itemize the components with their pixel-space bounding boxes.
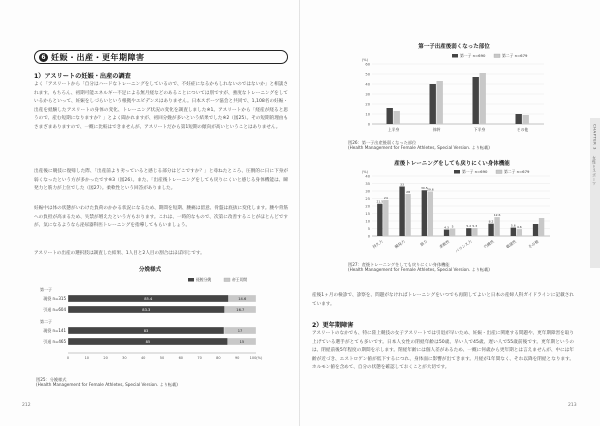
fig25-legend-swatch-1 bbox=[224, 278, 230, 282]
fig27-bar-1-0 bbox=[399, 187, 404, 237]
fig25-row-label-1-1: 引退 n=465 bbox=[43, 339, 66, 344]
figure-25-caption-title: 図25：分娩様式 bbox=[36, 377, 67, 382]
page-number-right: 213 bbox=[568, 403, 577, 408]
fig27-value-label-3-0: 4.3 bbox=[444, 225, 449, 230]
fig26-x-tick-0: 上半身 bbox=[387, 127, 400, 132]
fig27-value-label-4-1: 5.3 bbox=[472, 223, 478, 228]
fig26-bar-0-0 bbox=[387, 108, 393, 124]
fig26-legend-swatch-0 bbox=[452, 54, 458, 58]
fig27-y-tick-3: 25 bbox=[365, 196, 370, 201]
figure-27-caption bbox=[348, 262, 588, 273]
chapter-side-tab bbox=[590, 118, 600, 268]
fig25-x-tick-8: 80 bbox=[216, 356, 221, 360]
fig25-x-tick-4: 40 bbox=[140, 356, 146, 360]
subsection-title-2: 2）更年期障害 bbox=[312, 322, 354, 329]
fig25-x-tick-7: 70 bbox=[197, 356, 202, 360]
fig26-y-tick-2: 40 bbox=[365, 82, 370, 87]
fig27-value-label-5-0: 8.2 bbox=[488, 219, 494, 224]
fig27-x-tick-2: 筋力 bbox=[419, 238, 429, 248]
fig27-bar-3-1 bbox=[450, 229, 455, 237]
fig27-x-tick-1: 瞬発力 bbox=[393, 238, 406, 250]
fig27-x-tick-6: 敏捷性 bbox=[505, 238, 518, 250]
page-number-left: 212 bbox=[22, 403, 31, 408]
fig27-value-label-1-1: 28 bbox=[406, 189, 410, 194]
fig26-bar-2-1 bbox=[480, 73, 486, 124]
fig26-bar-3-0 bbox=[516, 114, 522, 124]
fig25-legend-label-0: 経膣分娩 bbox=[196, 277, 212, 283]
paragraph-2: 出産後に競技に復帰した際、「出産前より劣っていると感じる部分はどこですか？」と尋ねたところ、圧倒的に日に下身が弱くなったという方が多かったです※3（図26）。また、「出産後トレーニングをしても戻りにくいと感じる身体機能は、瞬発力と筋力が上位でした（図27）。柔軟性という回答がありました。 bbox=[34, 169, 288, 192]
figure-27-caption-title: 図27：産後トレーニングをしても戻りにくい身体機能 bbox=[348, 262, 450, 267]
subsection-title-1: 1）アスリートの妊娠・出産の調査 bbox=[34, 73, 131, 80]
section-number-badge: 6 bbox=[39, 53, 48, 62]
fig27-bar-3-0 bbox=[444, 230, 449, 236]
paragraph-r1: 産後1ヶ月の検診で、診察を、問題がなければトレーニングをいつでも再開してよいと日本の産婦人科ガイドラインに記載されています。 bbox=[312, 293, 574, 307]
fig27-x-tick-4: バランス力 bbox=[454, 238, 473, 254]
fig27-legend-swatch-1 bbox=[496, 170, 502, 174]
figure-26-caption bbox=[348, 140, 588, 151]
fig25-group-label-1: 第二子 bbox=[40, 319, 52, 324]
paragraph-r2: アスリートのなかでも、特に陸上競技の女子アスリートでは引退が早いため、妊娠・出産に関連する問題や、更年期障害を取り上げている選手がとても多いです。日本人女性の閉経年齢は50歳、早い人で45歳、遅い人で55歳前後です。更年期というのは、閉経前後5年程度の期間を示します。閉経年齢には個人差があるため、一概に何歳から更年期とは言えませんが、中には年齢が近づき、エストロゲン値が低下するにつれ、身体面に影響が出てきます。月経が1年間なく、それ以降を閉経となります。ホルモン値を含めて、自分の状態を確認しておくことが大切です。 bbox=[312, 331, 574, 371]
fig25-x-tick-1: 10 bbox=[84, 356, 90, 360]
fig27-value-label-2-0: 30.5 bbox=[420, 186, 428, 191]
fig25-x-tick-6: 60 bbox=[178, 356, 184, 360]
fig27-bar-7-1 bbox=[539, 218, 544, 236]
fig25-x-tick-10: 100(%) bbox=[249, 356, 263, 360]
fig25-row-label-1-0: 現役 n=141 bbox=[43, 328, 66, 333]
fig27-value-label-2-1: 29.6 bbox=[426, 187, 434, 192]
fig27-x-tick-0: 持久力 bbox=[371, 238, 384, 250]
fig27-value-label-0-1: 24 bbox=[383, 195, 388, 200]
fig27-y-tick-4: 20 bbox=[365, 204, 370, 209]
fig26-x-tick-1: 体幹 bbox=[432, 127, 441, 132]
fig26-legend-swatch-1 bbox=[494, 54, 500, 58]
figure-26-chart bbox=[342, 40, 552, 140]
section-heading-title: 妊娠・出産・更年期障害 bbox=[51, 52, 145, 62]
fig25-x-tick-2: 20 bbox=[103, 356, 108, 360]
fig27-bar-2-1 bbox=[428, 192, 433, 236]
fig25-value-label-1-0-1: 17 bbox=[237, 329, 243, 333]
fig27-legend-label-1: 第二子 n=679 bbox=[504, 169, 530, 175]
paragraph-3: 妊娠中は体の状態がいわけた負荷のかかる状況になるため、期間を短期、腰痛は留意、骨盤は底抜に変化します。腰や背筋への負担が高まるため、失禁が増えたという方もおります。これは、一時的なもので、次第に改善することがほとんどですが、気になるようなら泌尿器科医トレーニングを指導してもらいましょう。 bbox=[34, 206, 288, 229]
fig25-value-label-1-1-0: 85 bbox=[145, 340, 151, 344]
fig26-y-tick-6: 0 bbox=[367, 122, 370, 127]
fig25-value-label-0-1-0: 83.3 bbox=[142, 308, 151, 312]
fig27-bar-4-0 bbox=[466, 228, 471, 236]
fig27-y-label: (%) bbox=[361, 170, 368, 174]
fig26-y-tick-5: 10 bbox=[365, 112, 370, 117]
paragraph-4: アスリートの出産の選択肢は調査した結果、1人目と2人目の割合はほぼ同じです。 bbox=[34, 251, 205, 256]
fig25-x-tick-5: 50 bbox=[159, 356, 165, 360]
fig25-legend-label-1: 帝王切開 bbox=[232, 277, 248, 283]
fig26-y-label: (%) bbox=[361, 58, 368, 62]
fig27-y-tick-7: 5 bbox=[367, 226, 370, 231]
fig27-value-label-6-0: 5.6 bbox=[510, 223, 516, 228]
fig27-x-tick-7: その他 bbox=[527, 238, 540, 250]
fig27-y-tick-1: 35 bbox=[365, 181, 370, 186]
fig26-x-tick-3: その他 bbox=[516, 127, 529, 132]
fig26-legend-label-1: 第二子 n=679 bbox=[502, 53, 528, 59]
fig27-y-tick-5: 15 bbox=[365, 211, 370, 216]
fig27-x-tick-5: 巧緻性 bbox=[482, 238, 495, 250]
fig27-x-tick-3: 柔軟性 bbox=[438, 238, 451, 250]
fig26-bar-0-1 bbox=[394, 111, 400, 124]
fig25-legend-swatch-0 bbox=[188, 278, 194, 282]
fig25-x-tick-9: 90 bbox=[234, 356, 240, 360]
fig27-bar-0-0 bbox=[377, 204, 382, 236]
fig27-title: 産後トレーニングをしても戻りにくい身体機能 bbox=[394, 161, 510, 167]
right-page bbox=[300, 0, 600, 426]
fig27-value-label-5-1: 12.6 bbox=[493, 212, 501, 217]
fig25-value-label-0-0-1: 14.6 bbox=[238, 297, 247, 301]
fig25-value-label-0-1-1: 16.7 bbox=[236, 308, 245, 312]
chapter-topic: 女性とスポーツ bbox=[592, 155, 598, 186]
fig27-bar-1-1 bbox=[405, 194, 410, 236]
fig27-y-tick-0: 40 bbox=[365, 174, 370, 179]
fig27-bar-5-1 bbox=[494, 217, 499, 236]
fig27-value-label-6-1: 4.6 bbox=[516, 224, 522, 229]
fig27-bar-6-0 bbox=[511, 228, 516, 236]
fig27-legend-swatch-0 bbox=[454, 170, 460, 174]
fig27-value-label-0-0: 21.5 bbox=[376, 199, 384, 204]
fig27-legend-label-0: 第一子 n=690 bbox=[462, 169, 488, 175]
figure-25-chart bbox=[28, 262, 273, 374]
fig27-bar-7-0 bbox=[533, 224, 538, 236]
fig27-bar-6-1 bbox=[517, 229, 522, 236]
fig27-bar-2-0 bbox=[422, 190, 427, 236]
paragraph-1: よく「アスリートから「自分はハードなトレーニングをしているので、不妊症になるかもしれないのではないか」と相談されます。もちろん、初期可能エネルギー不足による無月経などのあることについては別ですが、強度なトレーニングをしているからといって、妊娠をしづらいという根拠やエビデンスはありません。日本スポーツ協会と共同で、1,108名の妊娠・出産を経験したアスリートの身体の変化、トレーニング状況の変化を調査しました※1。アスリートから「経産が経ると思うので、産む短期になりますか？」とよく聞かれますが、初回分娩が多いという結果でした※2（図25）。その短期的理由もさまざまありますので、一概に比較はできませんが、アスリートだから第1短期の傾向が高いということはありません。 bbox=[34, 82, 288, 130]
fig27-y-tick-8: 0 bbox=[367, 234, 370, 239]
fig26-bar-2-0 bbox=[473, 77, 479, 124]
figure-26-caption-title: 図26：第一子出産後弱くなった部位 bbox=[348, 140, 417, 145]
fig26-title: 第一子出産後弱くなった部位 bbox=[418, 44, 490, 50]
fig26-y-tick-3: 30 bbox=[365, 92, 370, 97]
figure-27-caption-source: (Health Management for Female Athletes, Special Version. より転載) bbox=[348, 267, 490, 273]
fig25-value-label-1-0-0: 83 bbox=[143, 329, 149, 333]
fig27-value-label-1-0: 33 bbox=[400, 182, 404, 187]
fig25-group-label-0: 第一子 bbox=[40, 287, 52, 292]
fig26-bar-1-0 bbox=[430, 84, 436, 124]
fig27-bar-4-1 bbox=[472, 228, 477, 236]
fig27-bar-0-1 bbox=[383, 200, 388, 236]
fig26-legend-label-0: 第一子 n=690 bbox=[460, 53, 486, 59]
fig26-x-tick-2: 下半身 bbox=[473, 127, 486, 132]
chapter-label: CHAPTER 3 bbox=[592, 124, 598, 150]
figure-25-caption-source: (Health Management for Female Athletes, Special Version. より転載) bbox=[36, 382, 178, 388]
fig25-value-label-0-0-0: 85.4 bbox=[144, 297, 153, 301]
fig26-y-tick-0: 60 bbox=[365, 62, 370, 67]
figure-26-caption-source: (Health Management for Female Athletes, Special Version. より転載) bbox=[348, 145, 490, 151]
fig25-title: 分娩様式 bbox=[138, 267, 162, 273]
fig26-bar-1-1 bbox=[437, 81, 443, 124]
figure-25-caption bbox=[36, 377, 276, 388]
section-heading bbox=[34, 50, 288, 64]
fig25-row-label-0-1: 引退 n=604 bbox=[43, 307, 66, 312]
fig27-bar-5-0 bbox=[488, 224, 493, 236]
fig27-value-label-4-0: 5.2 bbox=[466, 224, 472, 228]
fig25-value-label-1-1-1: 15 bbox=[239, 340, 245, 344]
fig26-bar-3-1 bbox=[523, 115, 529, 124]
fig26-y-tick-1: 50 bbox=[365, 72, 370, 77]
fig27-y-tick-2: 30 bbox=[365, 189, 370, 194]
fig27-value-label-3-1: 5 bbox=[451, 224, 454, 229]
figure-27-chart bbox=[342, 158, 556, 262]
fig25-x-tick-3: 30 bbox=[122, 356, 127, 360]
fig27-y-tick-6: 10 bbox=[365, 219, 370, 224]
fig25-x-tick-0: 0 bbox=[66, 356, 70, 360]
fig25-row-label-0-0: 現役 n=315 bbox=[43, 296, 66, 301]
fig26-y-tick-4: 20 bbox=[365, 102, 370, 107]
